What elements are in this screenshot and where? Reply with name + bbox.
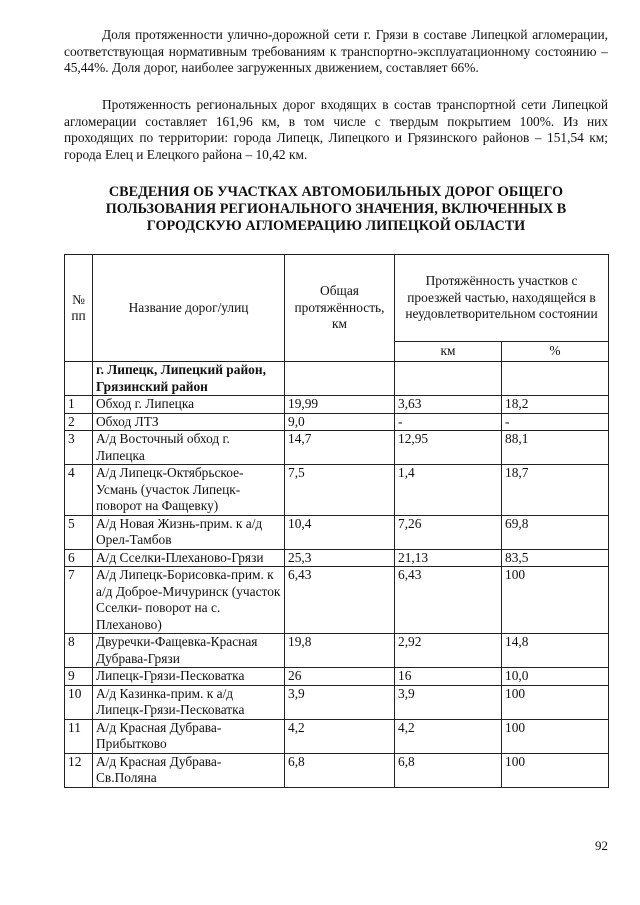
header-pct: % <box>502 342 609 362</box>
header-total: Общая протяжённость, км <box>285 255 395 362</box>
intro-paragraph: Доля протяженности улично-дорожной сети г. Грязи в составе Липецкой агломерации, соответствующая нормативным требованиям к транспортно-эксплуатационному состоянию – 45,44%. Доля дорог, наиболее загруженных движением, составляет 66%. <box>64 27 608 75</box>
total-length: 6,8 <box>285 753 395 787</box>
page-number: 92 <box>595 838 608 853</box>
roads-table <box>64 254 609 788</box>
total-length: 25,3 <box>285 549 395 567</box>
bad-length-km: 21,13 <box>395 549 502 567</box>
group-empty-cell <box>395 362 502 396</box>
row-number: 5 <box>65 515 93 549</box>
table-row <box>65 413 609 431</box>
road-name: Двуречки-Фащевка-Красная Дубрава-Грязи <box>93 634 285 668</box>
bad-length-km: - <box>395 413 502 431</box>
total-length: 6,43 <box>285 567 395 634</box>
road-name: А/д Липецк-Октябрьское-Усмань (участок Липецк-поворот на Фащевку) <box>93 465 285 516</box>
total-length: 19,8 <box>285 634 395 668</box>
table-row <box>65 515 609 549</box>
total-length: 4,2 <box>285 719 395 753</box>
bad-length-km: 12,95 <box>395 431 502 465</box>
group-row <box>65 362 609 396</box>
total-length: 14,7 <box>285 431 395 465</box>
bad-length-pct: 88,1 <box>502 431 609 465</box>
road-name: А/д Липецк-Борисовка-прим. к а/д Доброе-Мичуринск (участок Сселки- поворот на с. Плеханово) <box>93 567 285 634</box>
bad-length-km: 7,26 <box>395 515 502 549</box>
row-number: 1 <box>65 396 93 414</box>
table-row <box>65 396 609 414</box>
table-row <box>65 465 609 516</box>
bad-length-pct: 18,7 <box>502 465 609 516</box>
row-number: 2 <box>65 413 93 431</box>
table-row <box>65 634 609 668</box>
bad-length-km: 6,43 <box>395 567 502 634</box>
bad-length-pct: 100 <box>502 719 609 753</box>
row-number: 4 <box>65 465 93 516</box>
bad-length-km: 3,63 <box>395 396 502 414</box>
bad-length-km: 6,8 <box>395 753 502 787</box>
bad-length-km: 1,4 <box>395 465 502 516</box>
bad-length-km: 3,9 <box>395 685 502 719</box>
bad-length-km: 16 <box>395 668 502 686</box>
row-number: 7 <box>65 567 93 634</box>
table-row <box>65 719 609 753</box>
table-row <box>65 431 609 465</box>
group-num-cell <box>65 362 93 396</box>
bad-length-pct: 83,5 <box>502 549 609 567</box>
row-number: 6 <box>65 549 93 567</box>
total-length: 7,5 <box>285 465 395 516</box>
bad-length-km: 2,92 <box>395 634 502 668</box>
total-length: 9,0 <box>285 413 395 431</box>
table-row <box>65 668 609 686</box>
header-name: Название дорог/улиц <box>93 255 285 362</box>
row-number: 12 <box>65 753 93 787</box>
total-length: 26 <box>285 668 395 686</box>
road-name: А/д Восточный обход г. Липецка <box>93 431 285 465</box>
header-num: № пп <box>65 255 93 362</box>
row-number: 3 <box>65 431 93 465</box>
bad-length-pct: 100 <box>502 685 609 719</box>
total-length: 10,4 <box>285 515 395 549</box>
group-empty-cell <box>285 362 395 396</box>
table-row <box>65 549 609 567</box>
table-row <box>65 753 609 787</box>
bad-length-pct: 10,0 <box>502 668 609 686</box>
row-number: 9 <box>65 668 93 686</box>
table-header-row <box>65 255 609 342</box>
row-number: 11 <box>65 719 93 753</box>
bad-length-pct: 14,8 <box>502 634 609 668</box>
roads-paragraph: Протяженность региональных дорог входящих в состав транспортной сети Липецкой агломерации составляет 161,96 км, в том числе с твердым покрытием 100%. Из них проходящих по территории: города Липецк, Липецкого и Грязинского районов – 151,54 км; города Елец и Елецкого района – 10,42 км. <box>64 97 608 162</box>
road-name: Липецк-Грязи-Песковатка <box>93 668 285 686</box>
bad-length-pct: 100 <box>502 567 609 634</box>
bad-length-pct: 100 <box>502 753 609 787</box>
roads-table-body <box>65 255 609 788</box>
group-title: г. Липецк, Липецкий район, Грязинский район <box>93 362 285 396</box>
row-number: 8 <box>65 634 93 668</box>
group-empty-cell <box>502 362 609 396</box>
road-name: Обход ЛТЗ <box>93 413 285 431</box>
road-name: А/д Казинка-прим. к а/д Липецк-Грязи-Песковатка <box>93 685 285 719</box>
total-length: 19,99 <box>285 396 395 414</box>
bad-length-pct: - <box>502 413 609 431</box>
road-name: А/д Красная Дубрава-Св.Поляна <box>93 753 285 787</box>
road-name: А/д Сселки-Плеханово-Грязи <box>93 549 285 567</box>
road-name: А/д Красная Дубрава-Прибытково <box>93 719 285 753</box>
bad-length-km: 4,2 <box>395 719 502 753</box>
bad-length-pct: 69,8 <box>502 515 609 549</box>
bad-length-pct: 18,2 <box>502 396 609 414</box>
road-name: Обход г. Липецка <box>93 396 285 414</box>
table-heading: СВЕДЕНИЯ ОБ УЧАСТКАХ АВТОМОБИЛЬНЫХ ДОРОГ ОБЩЕГО ПОЛЬЗОВАНИЯ РЕГИОНАЛЬНОГО ЗНАЧЕНИЯ, ВКЛЮЧЕННЫХ В ГОРОДСКУЮ АГЛОМЕРАЦИЮ ЛИПЕЦКОЙ ОБЛАСТИ <box>105 184 567 234</box>
road-name: А/д Новая Жизнь-прим. к а/д Орел-Тамбов <box>93 515 285 549</box>
table-row <box>65 567 609 634</box>
total-length: 3,9 <box>285 685 395 719</box>
row-number: 10 <box>65 685 93 719</box>
header-bad-condition: Протяжённость участков с проезжей частью, находящейся в неудовлетворительном состоянии <box>395 255 609 342</box>
table-row <box>65 685 609 719</box>
header-km: км <box>395 342 502 362</box>
